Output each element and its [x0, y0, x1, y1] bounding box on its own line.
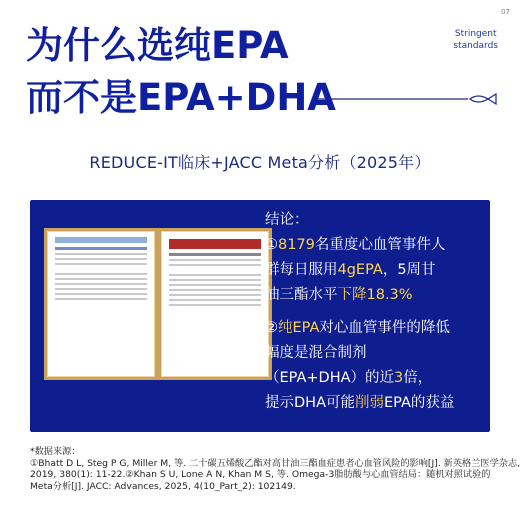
- paper-image-jacc: [44, 228, 158, 380]
- point-2-line-2: 幅度是混合制剂: [265, 345, 367, 361]
- title-line-2: 而不是EPA+DHA: [26, 76, 336, 119]
- conclusion-heading: 结论：: [265, 212, 309, 228]
- source-line-3: Meta分析[J]. JACC: Advances, 2025, 4(10_Part_2): 102149.: [30, 480, 296, 492]
- point-2-line-1: ②纯EPA对心血管事件的降低: [265, 320, 450, 336]
- point-2-line-3: （EPA+DHA）的近3倍，: [265, 370, 433, 386]
- sources-label: *数据来源：: [30, 446, 81, 457]
- brand-tagline: [453, 28, 498, 52]
- title-line-1: 为什么选纯EPA: [26, 24, 289, 67]
- point-1-line-2: 群每日服用4gEPA，5周甘: [265, 262, 436, 278]
- brand-line-1: Stringent: [454, 29, 497, 39]
- page-title: [26, 20, 336, 124]
- point-1-line-1: ①8179名重度心血管事件人: [265, 237, 446, 253]
- data-sources: [30, 446, 520, 492]
- source-line-2: 2019, 380(1): 11-22.②Khan S U, Lone A N, Khan M S, 等. Omega-3脂肪酸与心血管结局：随机对照试验的: [30, 469, 491, 480]
- brand-line-2: standards: [453, 41, 498, 51]
- point-2-line-4: 提示DHA可能削弱EPA的获益: [265, 395, 455, 411]
- fish-line-icon: [318, 93, 498, 105]
- paper-image-nejm: [158, 228, 272, 380]
- page-number: 07: [501, 8, 510, 16]
- conclusion-text: [265, 208, 495, 416]
- source-line-1: ①Bhatt D L, Steg P G, Miller M, 等. 二十碳五烯酸乙酯对高甘油三酯血症患者心血管风险的影响[J]. 新英格兰医学杂志,: [30, 457, 520, 469]
- point-1-line-3: 油三酯水平下降18.3%: [265, 287, 413, 303]
- subtitle: REDUCE-IT临床+JACC Meta分析（2025年）: [89, 153, 431, 172]
